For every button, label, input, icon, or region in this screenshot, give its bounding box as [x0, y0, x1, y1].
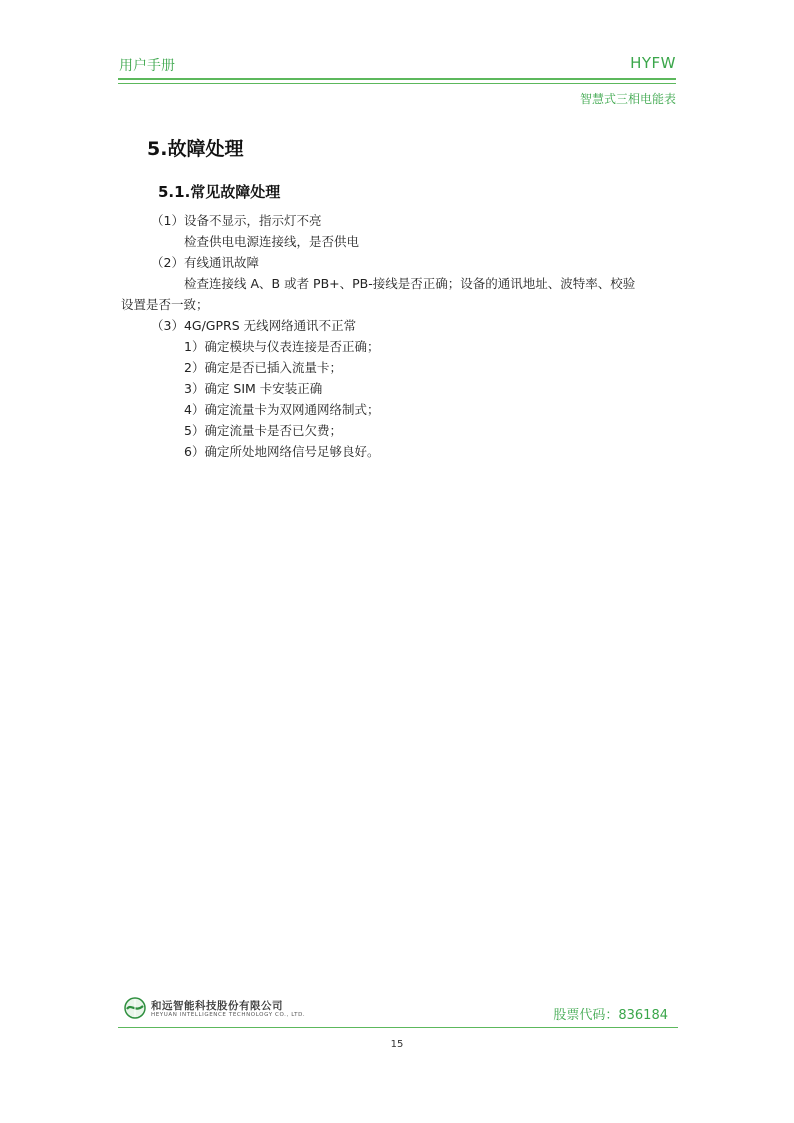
fault-item-1: （1）设备不显示，指示灯不亮 — [151, 213, 322, 228]
company-name-cn: 和远智能科技股份有限公司 — [151, 1000, 283, 1012]
fault-item-2: （2）有线通讯故障 — [151, 255, 259, 270]
fault-item-3-step-2: 2）确定是否已插入流量卡； — [184, 360, 342, 375]
fault-item-3-step-6: 6）确定所处地网络信号足够良好。 — [184, 444, 380, 459]
fault-item-3-step-5: 5）确定流量卡是否已欠费； — [184, 423, 342, 438]
stock-code: 股票代码：836184 — [553, 1008, 668, 1023]
header-rule-thin — [118, 83, 676, 84]
section-title: 5.故障处理 — [147, 138, 244, 160]
company-name-en: HEYUAN INTELLIGENCE TECHNOLOGY CO., LTD. — [151, 1012, 306, 1018]
header-product-name: 智慧式三相电能表 — [579, 92, 676, 106]
fault-item-3-step-3: 3）确定 SIM 卡安装正确 — [184, 381, 323, 396]
company-logo-icon — [124, 997, 146, 1019]
header-rule-thick — [118, 78, 676, 80]
fault-item-2-detail-cont: 设置是否一致； — [121, 297, 209, 312]
header-product-code: HYFW — [630, 54, 676, 72]
fault-item-1-detail: 检查供电电源连接线，是否供电 — [184, 234, 360, 249]
subsection-title: 5.1.常见故障处理 — [158, 183, 281, 201]
fault-item-3-step-4: 4）确定流量卡为双网通网络制式； — [184, 402, 380, 417]
page-number: 15 — [390, 1039, 404, 1050]
footer-rule — [118, 1027, 678, 1028]
fault-item-2-detail: 检查连接线 A、B 或者 PB+、PB-接线是否正确；设备的通讯地址、波特率、校验 — [184, 276, 636, 291]
fault-item-3: （3）4G/GPRS 无线网络通讯不正常 — [151, 318, 357, 333]
fault-item-3-step-1: 1）确定模块与仪表连接是否正确； — [184, 339, 380, 354]
header-manual-label: 用户手册 — [119, 58, 175, 74]
